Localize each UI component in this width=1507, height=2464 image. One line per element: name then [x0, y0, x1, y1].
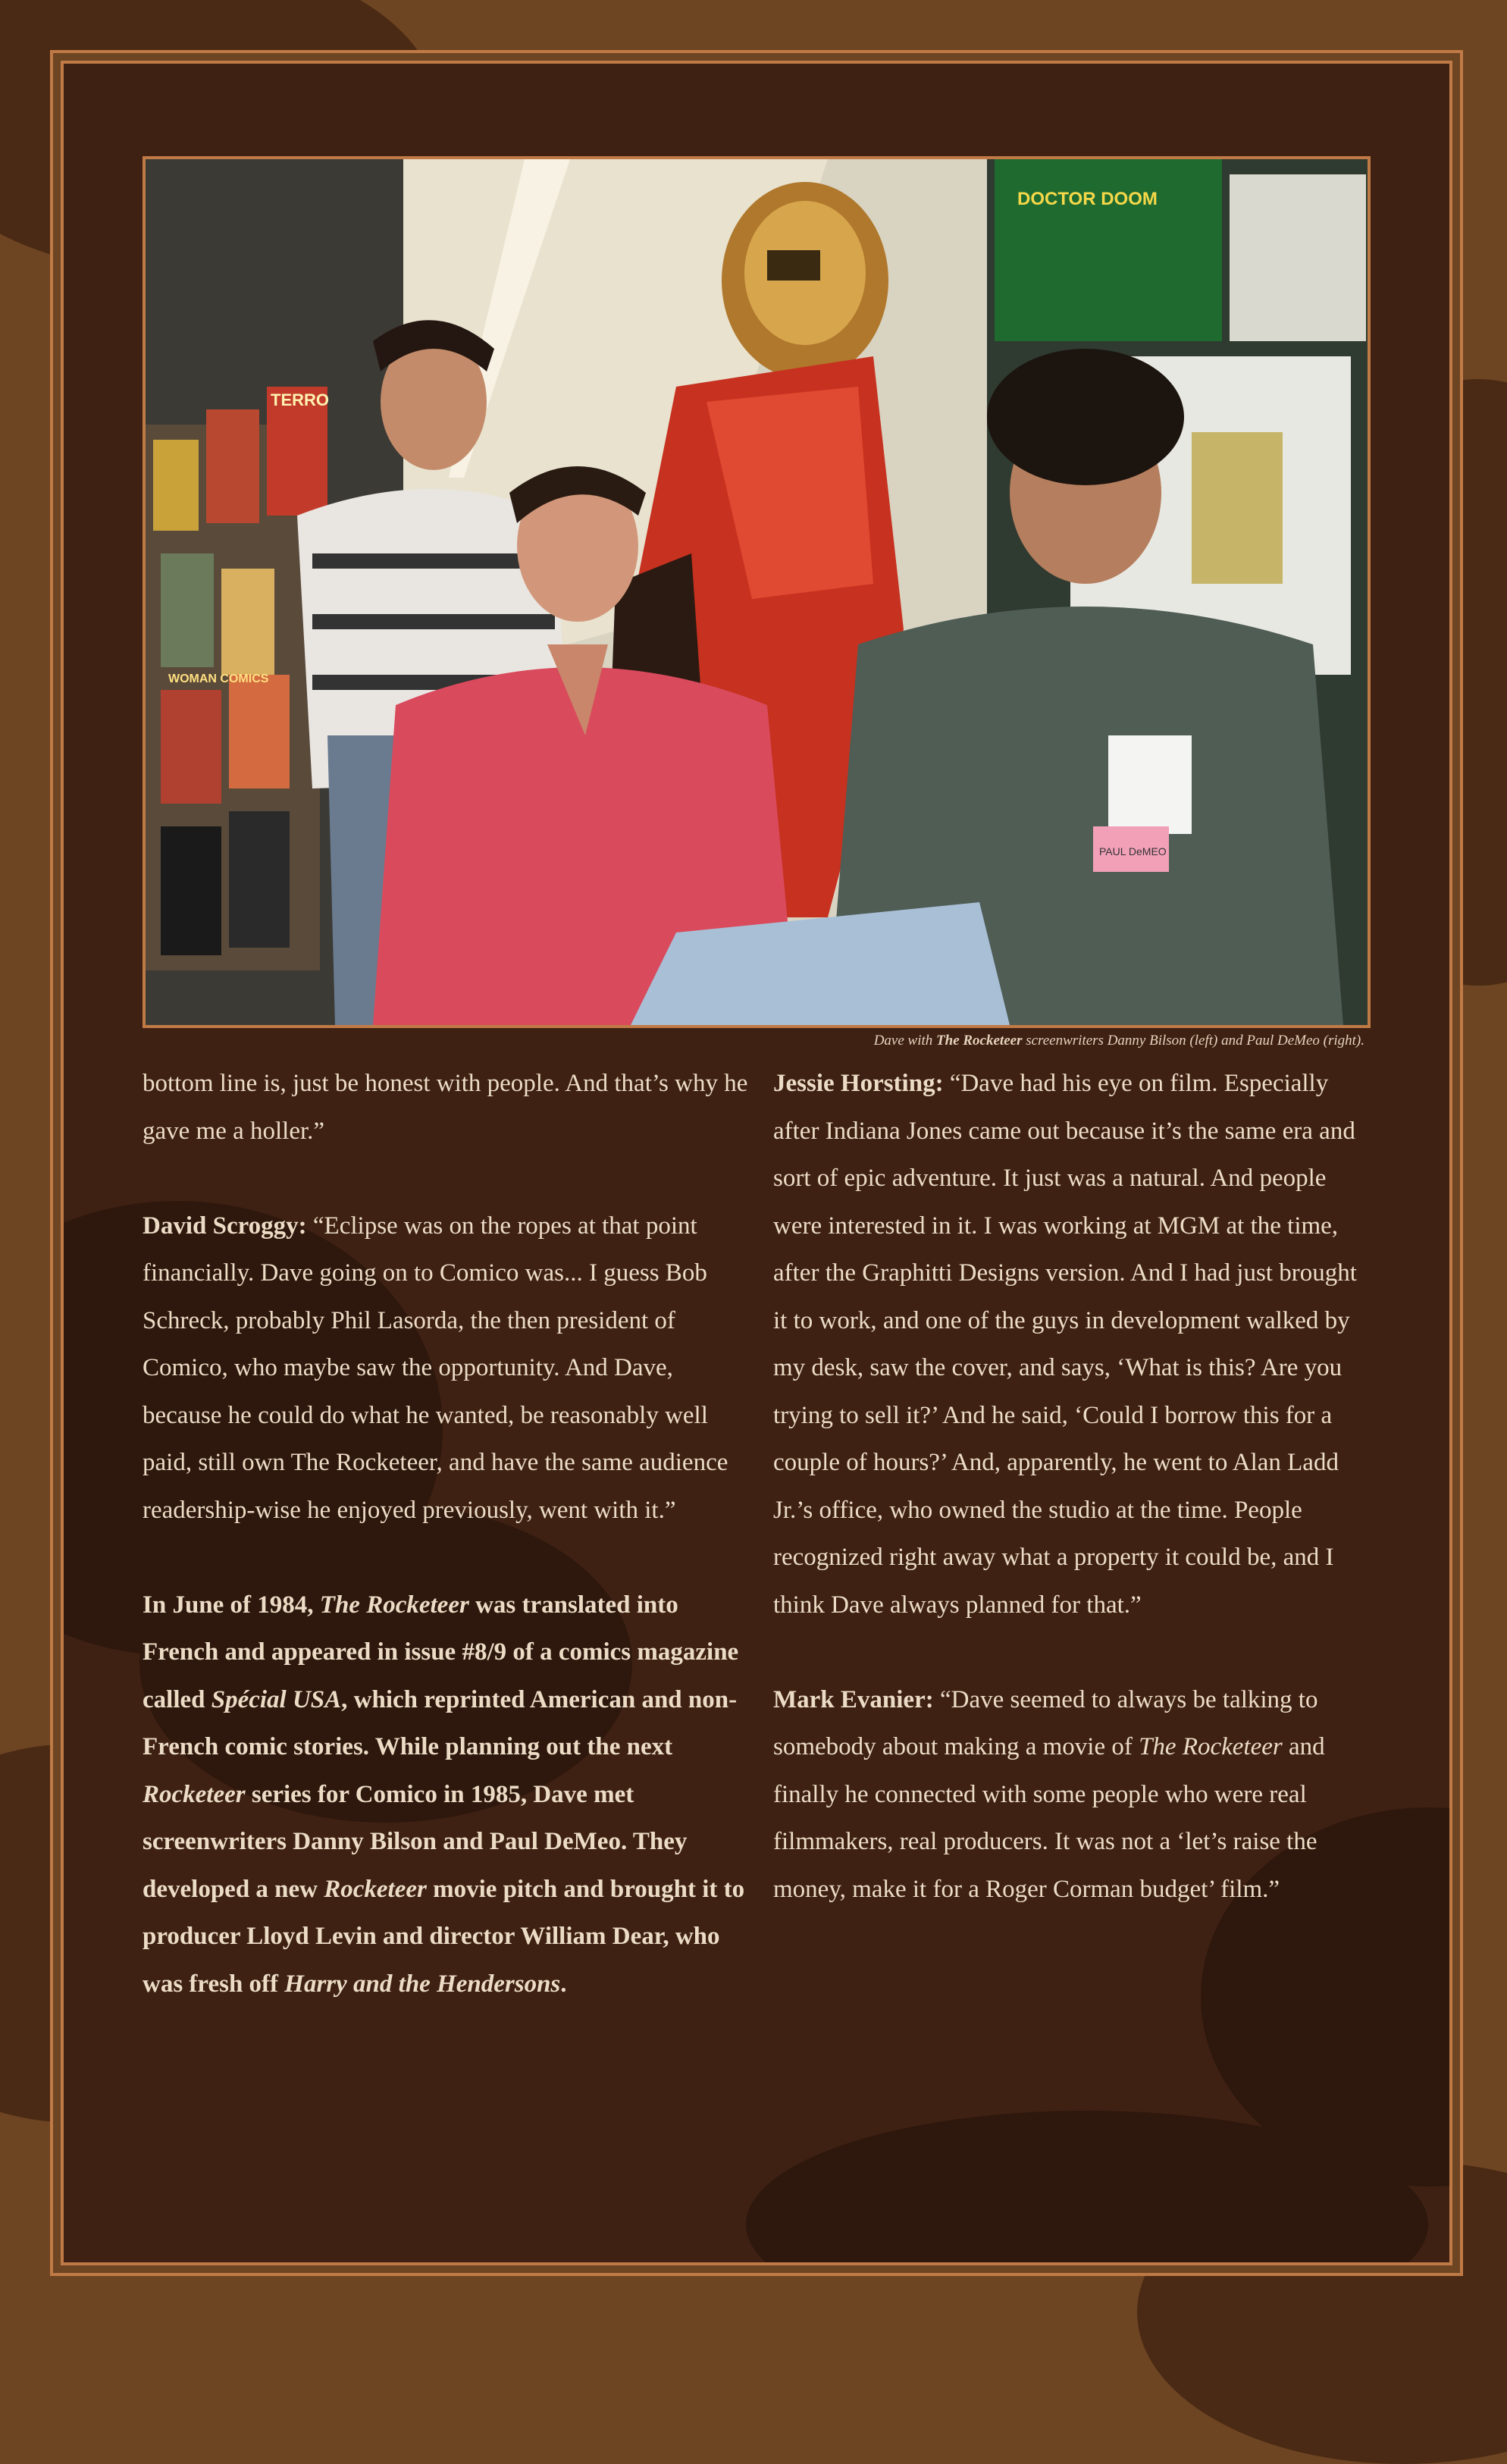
caption-title: The Rocketeer	[936, 1033, 1023, 1049]
name-badge: PAUL DeMEO	[1099, 845, 1167, 857]
quote-text: “Eclipse was on the ropes at that point financially. Dave going on to Comico was... I guess Bob Schreck, probably Phil Lasorda, the then president of Comico, who maybe saw the opportunity. And Dave, because he could do what he wanted, be reasonably well paid, still own The Rocketeer, and have the same audience readership-wise he enjoyed previously, went with it.”	[143, 1212, 728, 1524]
speaker-name: Mark Evanier:	[773, 1685, 934, 1713]
quote-text: “Dave had his eye on film. Especially after Indiana Jones came out because it’s the same era and sort of epic adventure. It just was a natural. And people were interested in it. I was working at MGM at the time, after the Graphitti Designs version. And I had just brought it to work, and one of the guys in development walked by my desk, saw the cover, and says, ‘What is this? Are you trying to sell it?’ And he said, ‘Could I borrow this for a couple of hours?’ And, apparently, he went to Alan Ladd Jr.’s office, who owned the studio at the time. People recognized right away what a property it could be, and I think Dave always planned for that.”	[773, 1070, 1357, 1619]
caption-prefix: Dave with	[873, 1033, 937, 1049]
right-paragraph-1	[773, 1060, 1372, 1629]
left-paragraph-3	[143, 1582, 749, 2008]
narration-text: was translated into French and appeared in issue #8/9 of a comics magazine called	[143, 1591, 739, 1713]
photo-caption	[379, 1033, 1364, 1049]
narration-text: movie pitch and brought it to producer Lloyd Levin and director William Dear, who was fresh off	[143, 1875, 745, 1998]
title-italic: Rocketeer	[324, 1875, 427, 1903]
speaker-name: David Scroggy:	[143, 1212, 307, 1240]
rocketeer-photo	[143, 156, 1371, 1028]
comic-label: TERRO	[271, 390, 329, 409]
left-paragraph-1	[143, 1060, 749, 1155]
speaker-name: Jessie Horsting:	[773, 1070, 944, 1097]
quote-text: and finally he connected with some people who were real filmmakers, real producers. It was not a ‘let’s raise the money, make it for a Roger Corman budget’ film.”	[773, 1733, 1325, 1903]
photo-illustration	[146, 159, 1368, 1025]
right-column	[773, 1060, 1372, 1961]
comic-label: DOCTOR DOOM	[1017, 189, 1158, 209]
narration-text: .	[560, 1970, 567, 1998]
comic-label: WOMAN COMICS	[168, 672, 269, 685]
caption-suffix: screenwriters Danny Bilson (left) and Paul DeMeo (right).	[1022, 1033, 1364, 1049]
left-paragraph-1-text: bottom line is, just be honest with people. And that’s why he gave me a holler.”	[143, 1070, 748, 1145]
left-paragraph-2	[143, 1202, 749, 1535]
title-italic: Rocketeer	[143, 1780, 246, 1808]
narration-text: , which reprinted American and non-French comic stories. While planning out the next	[143, 1685, 738, 1760]
narration-text: series for Comico in 1985, Dave met screenwriters Danny Bilson and Paul DeMeo. They developed a new	[143, 1780, 688, 1903]
title-italic: Harry and the Hendersons	[284, 1970, 561, 1998]
right-paragraph-2	[773, 1676, 1372, 1914]
narration-text: In June of 1984,	[143, 1591, 320, 1619]
quote-text: “Dave seemed to always be talking to somebody about making a movie of	[773, 1685, 1318, 1760]
title-italic: The Rocketeer	[319, 1591, 469, 1619]
title-italic: Spécial USA	[211, 1685, 342, 1713]
left-column	[143, 1060, 749, 2055]
title-italic: The Rocketeer	[1139, 1733, 1283, 1760]
